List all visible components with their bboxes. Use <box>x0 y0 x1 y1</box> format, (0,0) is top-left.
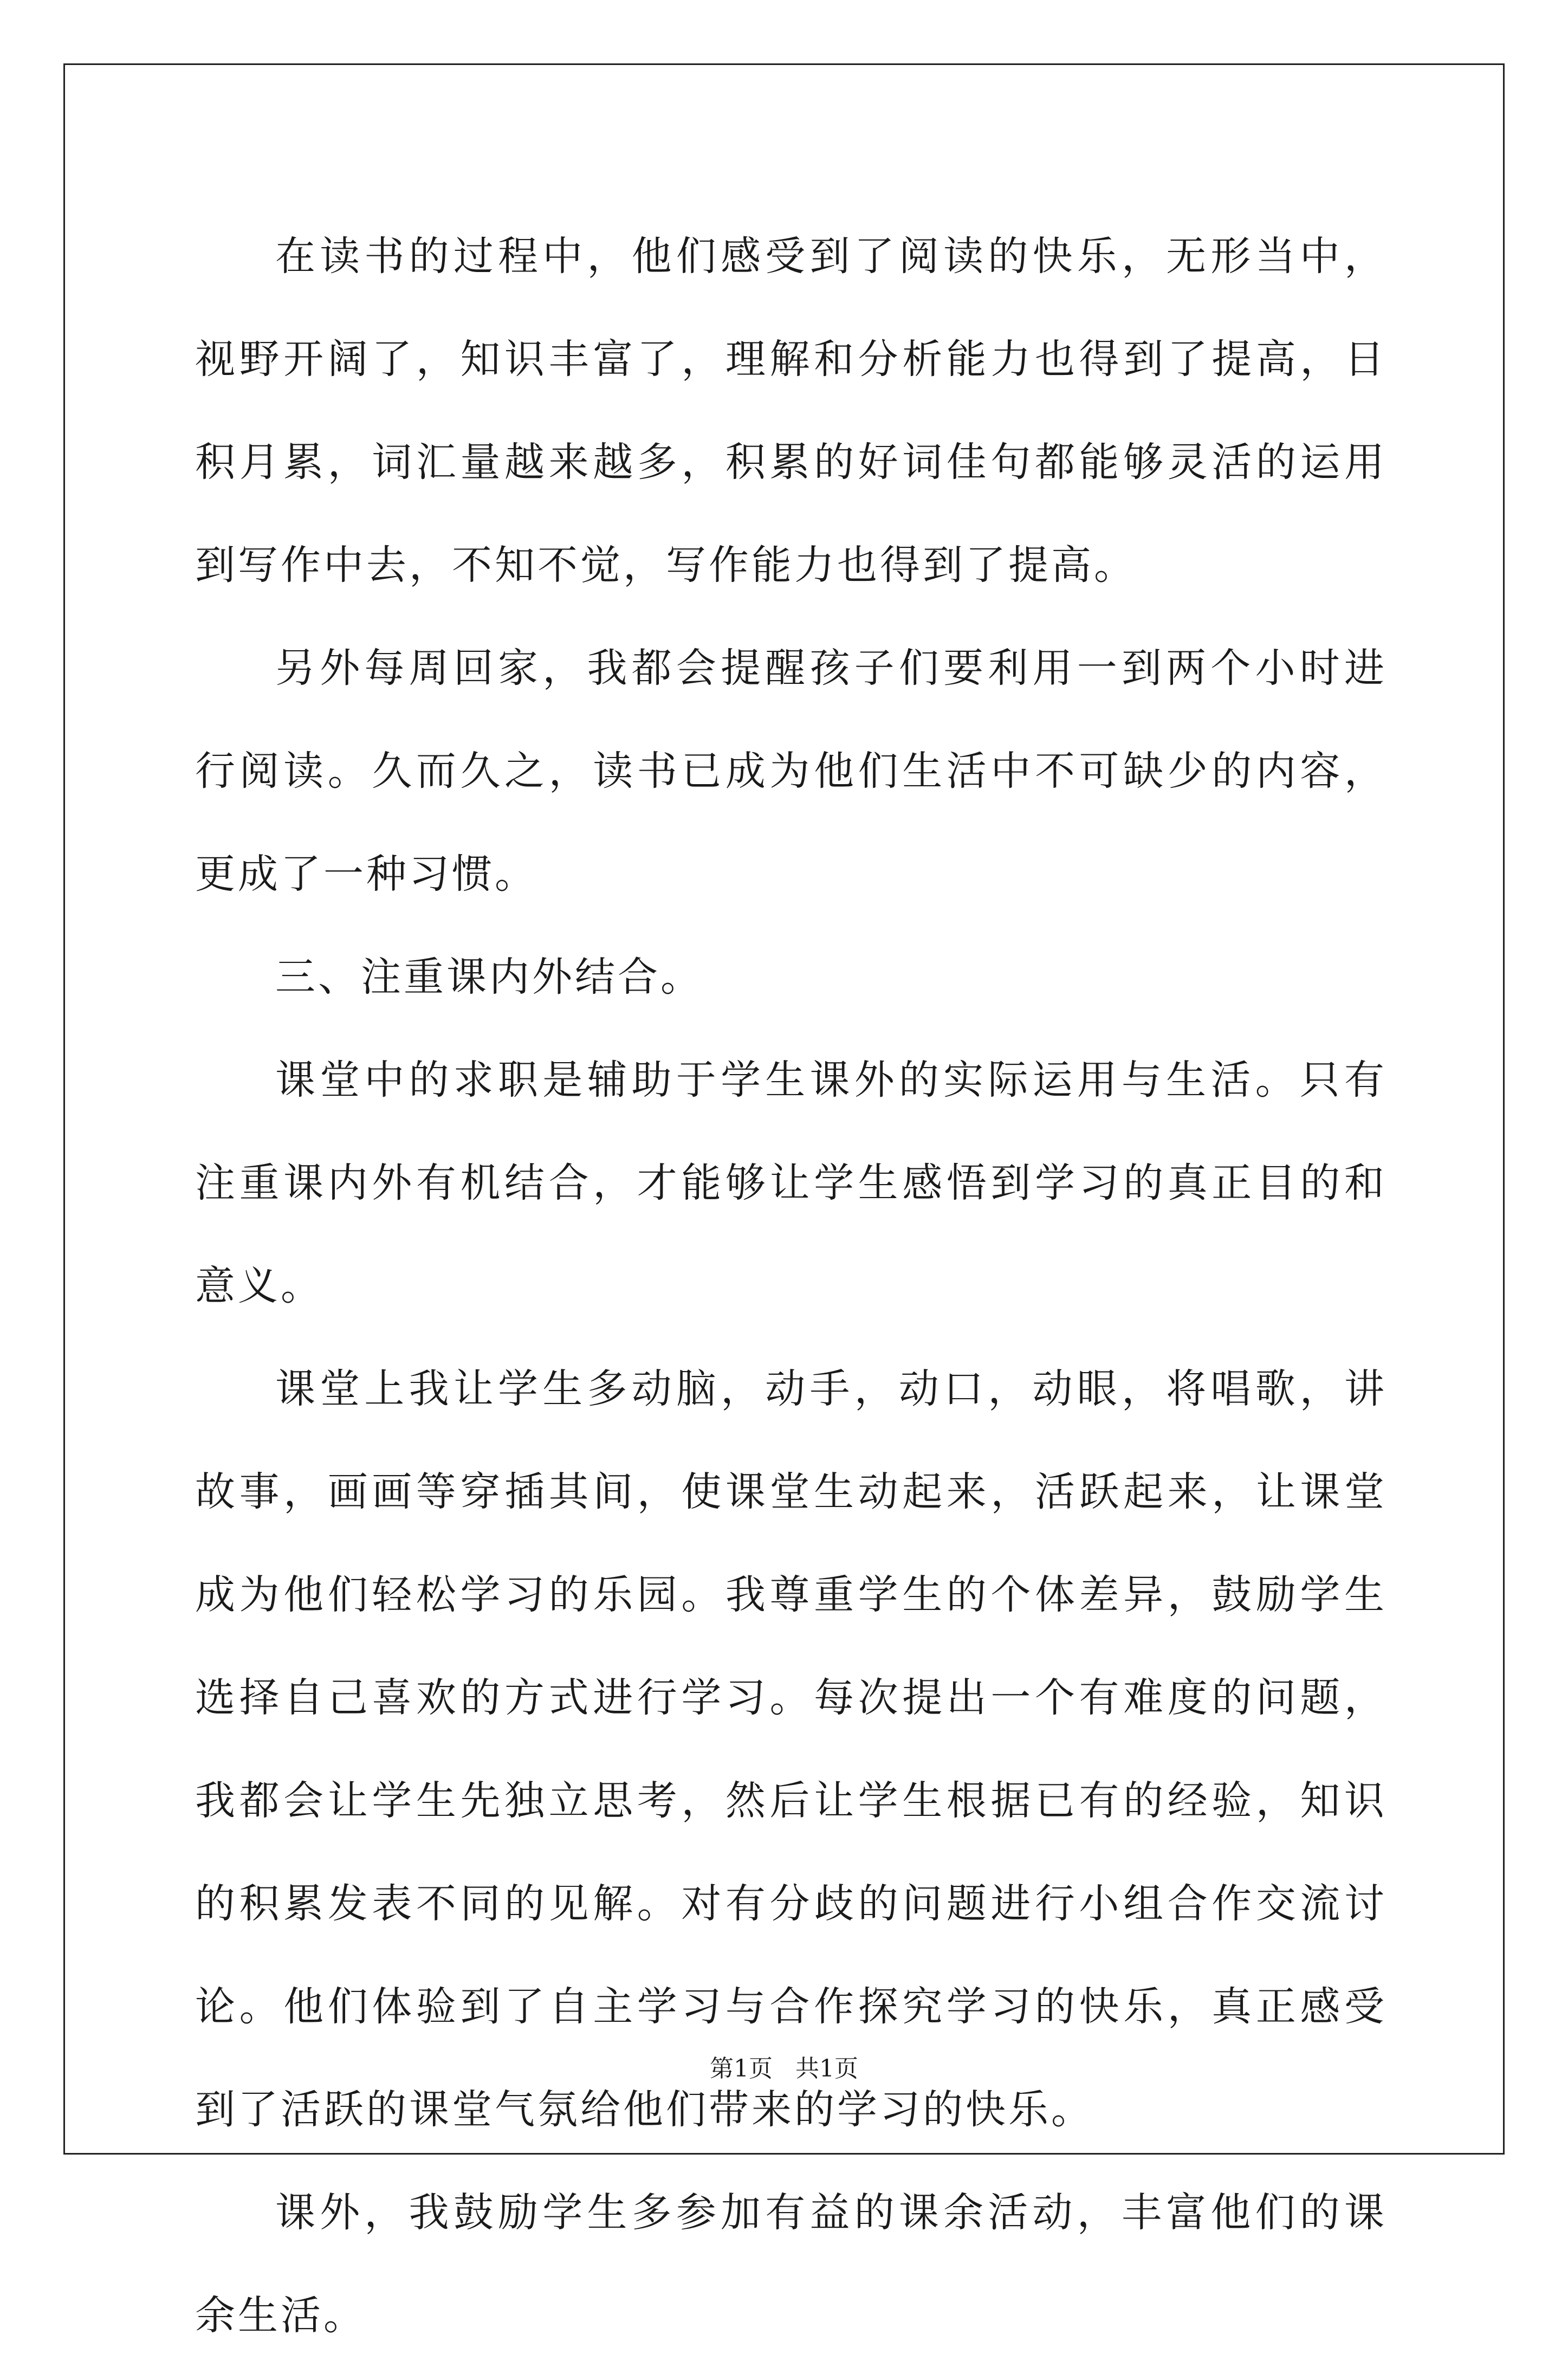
document-body <box>195 205 1387 2367</box>
paragraph-classroom-purpose: 课堂中的求职是辅助于学生课外的实际运用与生活。只有注重课内外有机结合，才能够让学生感悟到学习的真正目的和意义。 <box>195 1057 1387 1309</box>
paragraph-reading-benefits: 在读书的过程中，他们感受到了阅读的快乐，无形当中，视野开阔了，知识丰富了，理解和分析能力也得到了提高，日积月累，词汇量越来越多，积累的好词佳句都能够灵活的运用到写作中去，不知不觉，写作能力也得到了提高。 <box>195 233 1387 588</box>
section-heading: 三、注重课内外结合。 <box>275 954 703 1000</box>
page-number-footer: 第1页 共1页 <box>710 2055 858 2083</box>
paragraph-weekly-reading: 另外每周回家，我都会提醒孩子们要利用一到两个小时进行阅读。久而久之，读书已成为他们生活中不可缺少的内容，更成了一种习惯。 <box>195 645 1387 897</box>
paragraph-extracurricular: 课外，我鼓励学生多参加有益的课余活动，丰富他们的课余生活。 <box>195 2189 1387 2339</box>
paragraph-classroom-activities: 课堂上我让学生多动脑，动手，动口，动眼，将唱歌，讲故事，画画等穿插其间，使课堂生动起来，活跃起来，让课堂成为他们轻松学习的乐园。我尊重学生的个体差异，鼓励学生选择自己喜欢的方式进行学习。每次提出一个有难度的问题，我都会让学生先独立思考，然后让学生根据已有的经验，知识的积累发表不同的见解。对有分歧的问题进行小组合作交流讨论。他们体验到了自主学习与合作探究学习的快乐，真正感受到了活跃的课堂气氛给他们带来的学习的快乐。 <box>195 1366 1387 2133</box>
